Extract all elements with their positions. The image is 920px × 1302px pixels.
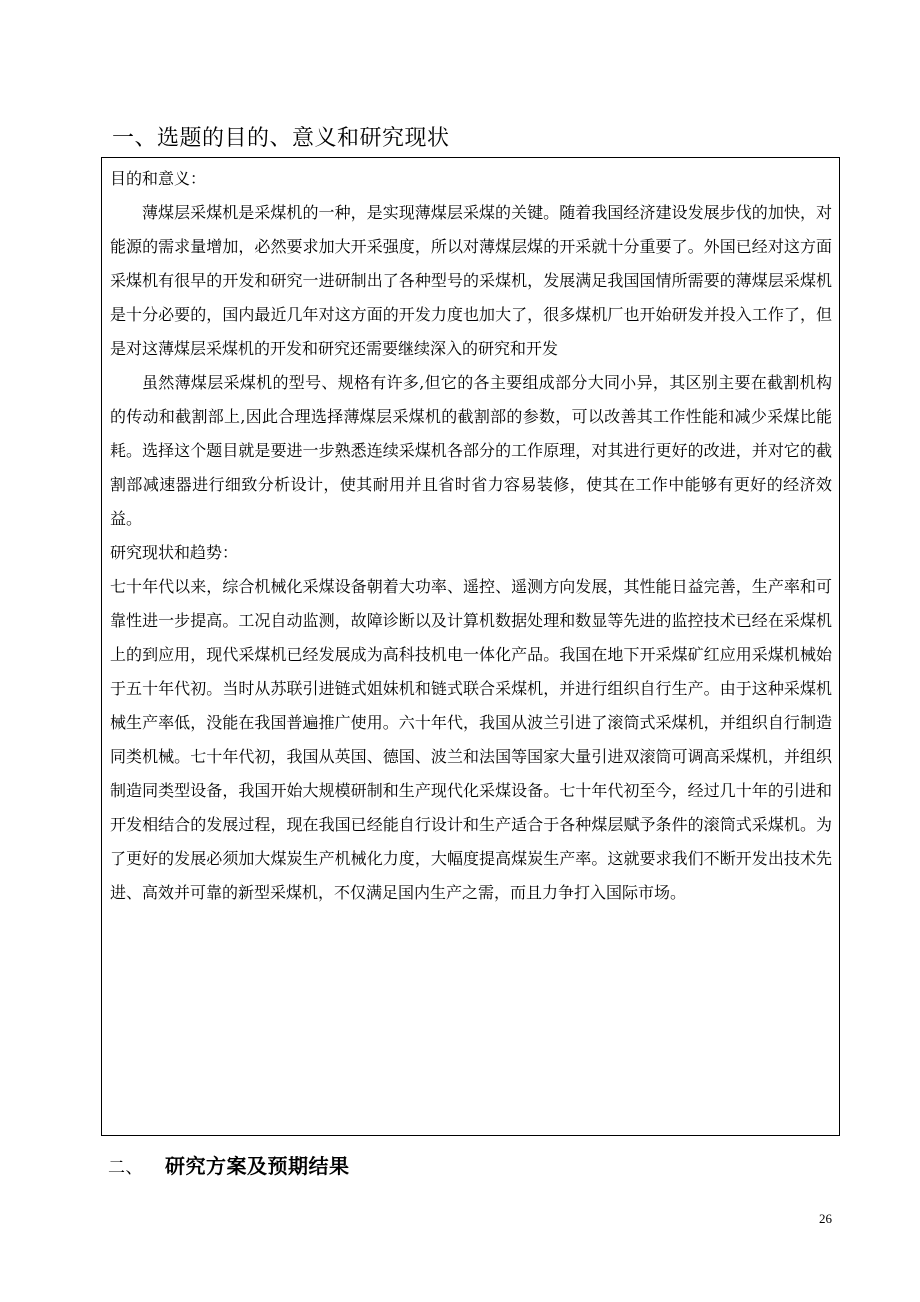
purpose-paragraph-1: 薄煤层采煤机是采煤机的一种，是实现薄煤层采煤的关键。随着我国经济建设发展步伐的加快，对能源的需求量增加，必然要求加大开采强度，所以对薄煤层煤的开采就十分重要了。外国已经对这方面采煤机有很早的开发和研究一进研制出了各种型号的采煤机，发展满足我国国情所需要的薄煤层采煤机是十分必要的，国内最近几年对这方面的开发力度也加大了，很多煤机厂也开始研发并投入工作了，但是对这薄煤层采煤机的开发和研究还需要继续深入的研究和开发 [110, 203, 832, 358]
content-box [101, 157, 840, 1136]
status-label: 研究现状和趋势： [110, 543, 239, 562]
section-heading-2 [108, 1150, 350, 1179]
purpose-label: 目的和意义： [110, 169, 207, 188]
content-body [110, 162, 832, 910]
status-paragraph: 七十年代以来，综合机械化采煤设备朝着大功率、遥控、遥测方向发展，其性能日益完善，生产率和可靠性进一步提高。工况自动监测，故障诊断以及计算机数据处理和数显等先进的监控技术已经在采煤机上的到应用，现代采煤机已经发展成为高科技机电一体化产品。我国在地下开采煤矿红应用采煤机械始于五十年代初。当时从苏联引进链式姐妹机和链式联合采煤机，并进行组织自行生产。由于这种采煤机械生产率低，没能在我国普遍推广使用。六十年代，我国从波兰引进了滚筒式采煤机，并组织自行制造同类机械。七十年代初，我国从英国、德国、波兰和法国等国家大量引进双滚筒可调高采煤机，并组织制造同类型设备，我国开始大规模研制和生产现代化采煤设备。七十年代初至今，经过几十年的引进和开发相结合的发展过程，现在我国已经能自行设计和生产适合于各种煤层赋予条件的滚筒式采煤机。为了更好的发展必须加大煤炭生产机械化力度，大幅度提高煤炭生产率。这就要求我们不断开发出技术先进、高效并可靠的新型采煤机，不仅满足国内生产之需，而且力争打入国际市场。 [110, 577, 832, 902]
section-heading-2-text: 研究方案及预期结果 [165, 1154, 350, 1178]
page-number: 26 [819, 1211, 832, 1226]
section-heading-2-number: 二、 [108, 1158, 143, 1178]
section-heading-1: 一、选题的目的、意义和研究现状 [112, 126, 450, 151]
purpose-paragraph-2: 虽然薄煤层采煤机的型号、规格有许多,但它的各主要组成部分大同小异，其区别主要在截割机构的传动和截割部上,因此合理选择薄煤层采煤机的截割部的参数，可以改善其工作性能和减少采煤比能耗。选择这个题目就是要进一步熟悉连续采煤机各部分的工作原理，对其进行更好的改进，并对它的截割部减速器进行细致分析设计，使其耐用并且省时省力容易装修，使其在工作中能够有更好的经济效益。 [110, 373, 832, 528]
